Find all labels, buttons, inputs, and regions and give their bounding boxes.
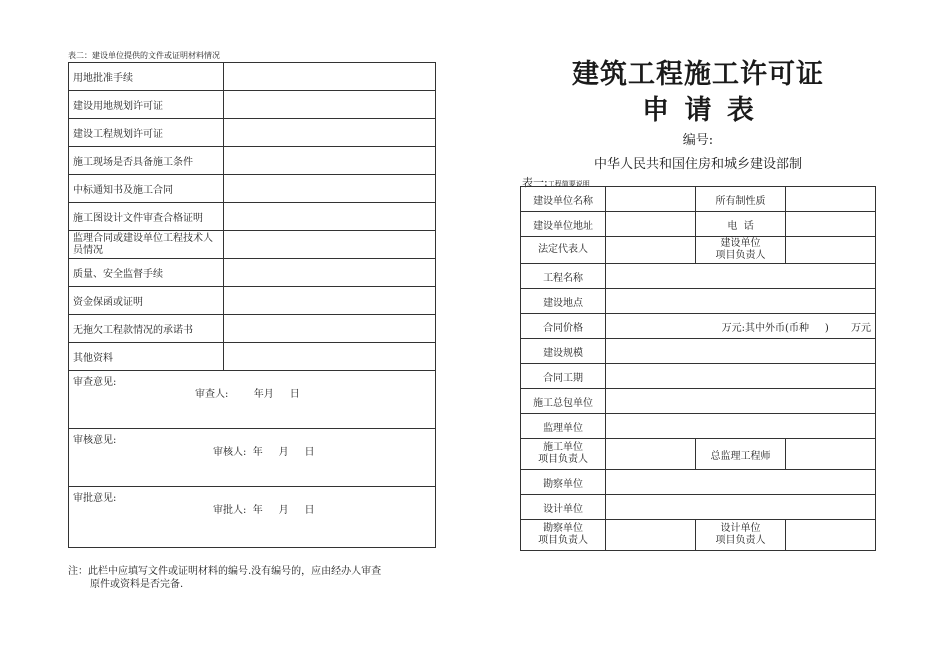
field-label: 勘察单位 [521, 470, 606, 495]
review-row [69, 371, 436, 429]
approval-title: 审批意见: [73, 493, 117, 504]
auditor-signature: 审核人: 年 月 日 [213, 447, 315, 458]
table-row [69, 175, 436, 203]
document-number-field[interactable] [223, 119, 435, 147]
field-value[interactable] [606, 389, 876, 414]
document-number-field[interactable] [223, 147, 435, 175]
document-label: 无拖欠工程款情况的承诺书 [69, 315, 224, 343]
document-label: 建设用地规划许可证 [69, 91, 224, 119]
table-two-caption: 表二：建设单位提供的文件或证明材料情况 [68, 51, 220, 60]
approval-cell [69, 487, 436, 548]
field-label: 总监理工程师 [695, 439, 785, 470]
field-label: 所有制性质 [695, 187, 785, 212]
field-value[interactable] [606, 237, 696, 264]
field-value[interactable] [606, 364, 876, 389]
document-label: 施工现场是否具备施工条件 [69, 147, 224, 175]
field-value[interactable] [786, 237, 876, 264]
document-number-field[interactable] [223, 175, 435, 203]
table-row [521, 264, 876, 289]
table-row [521, 520, 876, 551]
table-row [69, 287, 436, 315]
document-number-field[interactable] [223, 63, 435, 91]
documents-table [68, 62, 436, 548]
field-label: 合同工期 [521, 364, 606, 389]
field-value[interactable] [786, 212, 876, 237]
table-row [69, 343, 436, 371]
field-label: 合同价格 [521, 314, 606, 339]
field-label: 监理单位 [521, 414, 606, 439]
field-label: 施工单位 项目负责人 [521, 439, 606, 470]
field-label: 法定代表人 [521, 237, 606, 264]
field-label: 建设单位 项目负责人 [695, 237, 785, 264]
document-label: 质量、安全监督手续 [69, 259, 224, 287]
project-summary-table [520, 186, 876, 551]
field-value[interactable] [606, 339, 876, 364]
document-number-field[interactable] [223, 203, 435, 231]
field-label: 勘察单位 项目负责人 [521, 520, 606, 551]
field-label: 建设单位地址 [521, 212, 606, 237]
table-row [69, 231, 436, 259]
reviewer-signature: 审查人: 年月 日 [195, 389, 300, 400]
table-row [521, 187, 876, 212]
footnote-line-1: 注：此栏中应填写文件或证明材料的编号.没有编号的，应由经办人审查 [68, 566, 382, 577]
document-number-field[interactable] [223, 287, 435, 315]
document-number-field[interactable] [223, 91, 435, 119]
table-row [521, 314, 876, 339]
field-value[interactable] [786, 439, 876, 470]
approver-signature: 审批人: 年 月 日 [213, 505, 315, 516]
field-value[interactable] [606, 212, 696, 237]
document-number-field[interactable] [223, 315, 435, 343]
table-row [521, 364, 876, 389]
document-number-field[interactable] [223, 343, 435, 371]
document-label: 其他资料 [69, 343, 224, 371]
contract-price-value[interactable]: 万元:其中外币(币种 ) 万元 [606, 314, 876, 339]
field-value[interactable] [606, 414, 876, 439]
table-row [69, 315, 436, 343]
table-row [521, 289, 876, 314]
document-subtitle: 申 请 表 [642, 95, 754, 126]
approval-row [69, 487, 436, 548]
field-label: 设计单位 [521, 495, 606, 520]
field-label: 电 话 [695, 212, 785, 237]
table-one-prefix: 表一: [522, 176, 548, 189]
field-value[interactable] [606, 470, 876, 495]
table-one-title: 工程简要说明 [547, 180, 590, 188]
field-label: 建设地点 [521, 289, 606, 314]
field-label: 设计单位 项目负责人 [695, 520, 785, 551]
document-label: 建设工程规划许可证 [69, 119, 224, 147]
footnote-line-2: 原件或资料是否完备. [90, 579, 184, 590]
table-row [521, 389, 876, 414]
table-row [521, 212, 876, 237]
review-cell [69, 371, 436, 429]
audit-title: 审核意见: [73, 435, 117, 446]
document-label: 中标通知书及施工合同 [69, 175, 224, 203]
document-number-field[interactable] [223, 259, 435, 287]
field-value[interactable] [606, 495, 876, 520]
table-row [521, 439, 876, 470]
field-value[interactable] [786, 520, 876, 551]
table-row [69, 119, 436, 147]
table-row [69, 259, 436, 287]
number-label: 编号: [682, 133, 714, 148]
field-label: 施工总包单位 [521, 389, 606, 414]
field-value[interactable] [606, 264, 876, 289]
table-row [69, 147, 436, 175]
field-label: 工程名称 [521, 264, 606, 289]
field-value[interactable] [606, 520, 696, 551]
field-value[interactable] [606, 187, 696, 212]
table-row [69, 203, 436, 231]
field-value[interactable] [606, 439, 696, 470]
field-label: 建设单位名称 [521, 187, 606, 212]
table-row [69, 91, 436, 119]
document-label: 施工图设计文件审查合格证明 [69, 203, 224, 231]
review-title: 审查意见: [73, 377, 117, 388]
document-number-field[interactable] [223, 231, 435, 259]
document-label: 资金保函或证明 [69, 287, 224, 315]
audit-cell [69, 429, 436, 487]
table-row [69, 63, 436, 91]
issuing-ministry: 中华人民共和国住房和城乡建设部制 [593, 157, 802, 172]
table-row [521, 339, 876, 364]
field-label: 建设规模 [521, 339, 606, 364]
table-row [521, 495, 876, 520]
field-value[interactable] [606, 289, 876, 314]
table-row [521, 414, 876, 439]
audit-row [69, 429, 436, 487]
document-label: 用地批准手续 [69, 63, 224, 91]
footnote [68, 565, 438, 591]
table-row [521, 237, 876, 264]
table-row [521, 470, 876, 495]
document-title: 建筑工程施工许可证 [572, 59, 824, 90]
document-label: 监理合同或建设单位工程技术人员情况 [69, 231, 224, 259]
field-value[interactable] [786, 187, 876, 212]
